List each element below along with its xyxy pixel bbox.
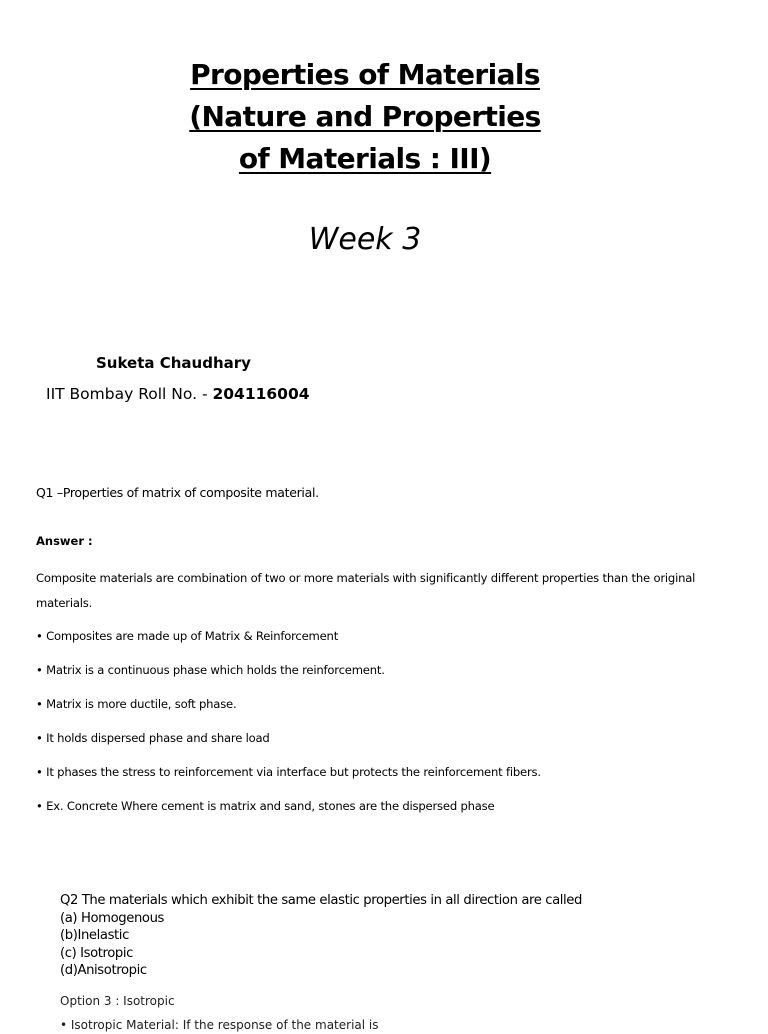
- author-name: Suketa Chaudhary: [96, 354, 251, 372]
- title-line-1: Properties of Materials: [190, 58, 540, 91]
- bullet-item: • Composites are made up of Matrix & Reinforcement: [36, 629, 339, 643]
- answer-label: Answer :: [36, 534, 93, 548]
- q2-answer: Option 3 : Isotropic: [60, 994, 175, 1008]
- bullet-item: • Matrix is a continuous phase which holds the reinforcement.: [36, 663, 385, 677]
- roll-number: 204116004: [212, 385, 310, 403]
- roll-number-line: [46, 383, 310, 405]
- document-title: [0, 54, 730, 180]
- bullet-item: • It holds dispersed phase and share load: [36, 731, 270, 745]
- answer-paragraph: Composite materials are combination of two or more materials with significantly different properties than the original materials.: [36, 571, 696, 610]
- q2-question: Q2 The materials which exhibit the same elastic properties in all direction are called: [60, 893, 582, 908]
- q1-question: Q1 –Properties of matrix of composite material.: [36, 485, 319, 500]
- q2-block: [60, 892, 582, 980]
- bullet-item: • Ex. Concrete Where cement is matrix and sand, stones are the dispersed phase: [36, 799, 495, 813]
- q2-option-c: (c) Isotropic: [60, 945, 134, 961]
- bullet-item: • Matrix is more ductile, soft phase.: [36, 697, 237, 711]
- bullet-item: • It phases the stress to reinforcement via interface but protects the reinforcement fibers.: [36, 765, 541, 779]
- week-subtitle: Week 3: [308, 222, 422, 257]
- q2-option-d: (d)Anisotropic: [60, 963, 147, 978]
- title-line-3: of Materials : III): [238, 142, 492, 175]
- q2-explanation-partial: • Isotropic Material: If the response of the material is: [60, 1018, 379, 1032]
- roll-prefix: IIT Bombay Roll No. -: [46, 385, 213, 403]
- answer-bullet-list: [36, 626, 736, 830]
- title-line-2: (Nature and Properties: [189, 100, 541, 133]
- q2-option-b: (b)Inelastic: [60, 928, 129, 943]
- q2-option-a: (a) Homogenous: [60, 910, 165, 926]
